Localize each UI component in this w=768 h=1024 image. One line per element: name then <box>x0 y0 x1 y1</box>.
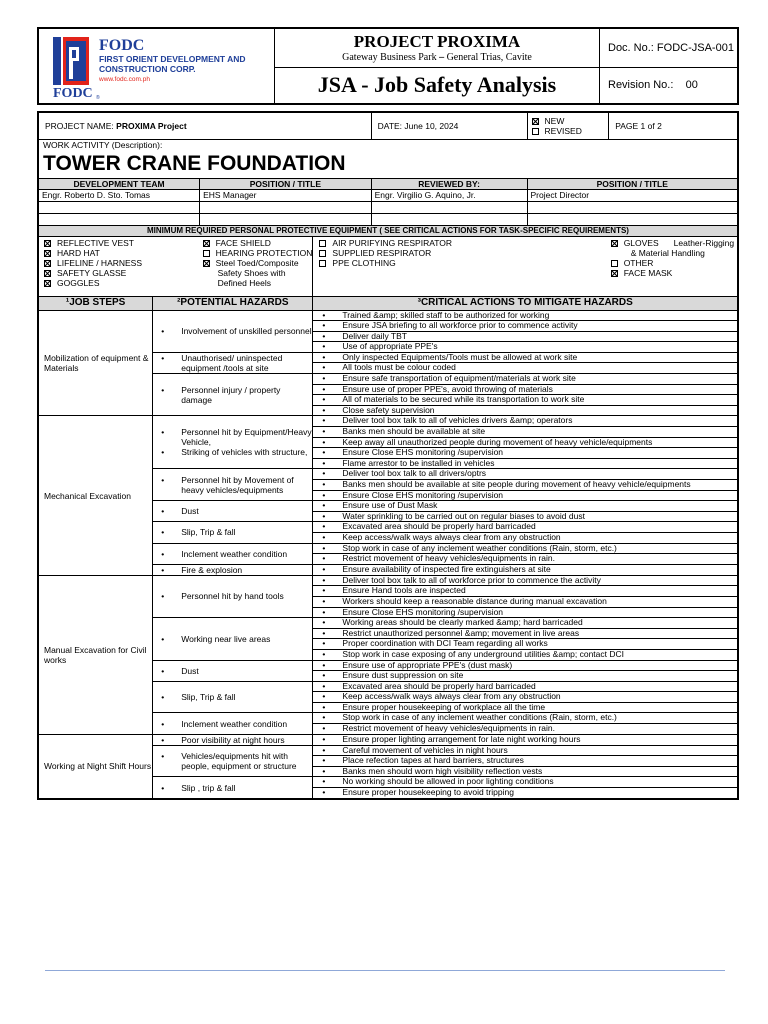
action-item: • Restrict movement of heavy vehicles/equipments in rain. <box>313 554 737 564</box>
logo-name-line1: FIRST ORIENT DEVELOPMENT AND <box>99 54 246 64</box>
hazard: • Slip , trip & fall <box>153 777 313 799</box>
logo-mark-fodc-bottom: FODC <box>53 86 93 101</box>
ppe-item: GLOVES Leather-Rigging <box>611 238 737 248</box>
job-step: Mobilization of equipment & Materials <box>38 310 153 416</box>
critical-actions <box>313 734 738 745</box>
action-item: • Stop work in case of any inclement weather conditions (Rain, storm, etc.) <box>313 713 737 724</box>
project-title: PROJECT PROXIMA <box>353 31 521 51</box>
team-col-header: DEVELOPMENT TEAM <box>38 178 200 189</box>
ppe-item: REFLECTIVE VEST <box>44 238 200 248</box>
actions-header: ³CRITICAL ACTIONS TO MITIGATE HAZARDS <box>313 296 738 310</box>
action-item: • Excavated area should be properly hard barricaded <box>313 522 737 533</box>
checkbox-icon <box>44 260 51 267</box>
action-item: • Ensure Close EHS monitoring /supervision <box>313 608 737 618</box>
action-item: • Ensure dust suppression on site <box>313 671 737 681</box>
action-item: • Ensure JSA briefing to all workforce prior to commence activity <box>313 321 737 332</box>
action-item: • Ensure availability of inspected fire extinguishers at site <box>313 565 737 575</box>
job-step: Mechanical Excavation <box>38 416 153 575</box>
action-item: • All of materials to be secured while its transportation to work site <box>313 395 737 406</box>
project-location: Gateway Business Park – General Trias, Cavite <box>342 51 532 63</box>
checkbox-icon <box>44 240 51 247</box>
ppe-item: FACE MASK <box>611 268 737 278</box>
checkbox-icon <box>611 270 618 277</box>
action-item: • Ensure use of proper PPE's, avoid throwing of materials <box>313 385 737 396</box>
jsa-table <box>37 111 739 800</box>
team-position-header: POSITION / TITLE <box>200 178 372 189</box>
action-item: • Banks men should be available at site people during movement of heavy vehicle/equipments <box>313 480 737 491</box>
hazard: • Personnel injury / property damage <box>153 374 313 416</box>
checkbox-icon <box>319 240 326 247</box>
ppe-item-continued: & Material Handling <box>630 247 705 258</box>
action-item: • Trained &amp; skilled staff to be authorized for working <box>313 311 737 322</box>
document-header <box>37 27 739 105</box>
action-item: • Excavated area should be properly hard barricaded <box>313 682 737 693</box>
action-item: • Workers should keep a reasonable distance during manual excavation <box>313 597 737 608</box>
ppe-item: OTHER <box>611 258 737 268</box>
reviewer-col-header: REVIEWED BY: <box>371 178 527 189</box>
new-checkbox <box>532 118 539 125</box>
critical-actions <box>313 374 738 416</box>
ppe-title: MINIMUM REQUIRED PERSONAL PROTECTIVE EQUIPMENT ( SEE CRITICAL ACTIONS FOR TASK-SPECIFIC REQUIREMENTS) <box>38 225 738 236</box>
action-item: • Deliver tool box talk to all drivers/optrs <box>313 469 737 480</box>
hazard: • Dust <box>153 501 313 522</box>
action-item: • Ensure safe transportation of equipment/materials at work site <box>313 374 737 385</box>
action-item: • Ensure Close EHS monitoring /supervision <box>313 448 737 459</box>
critical-actions <box>313 745 738 777</box>
hazard: • Slip, Trip & fall <box>153 681 313 713</box>
hazards-header: ²POTENTIAL HAZARDS <box>153 296 313 310</box>
ppe-item: Steel Toed/Composite <box>203 258 313 268</box>
action-item: • Banks men should worn high visibility reflection vests <box>313 767 737 777</box>
action-item: • Keep access/walk ways always clear from any obstruction <box>313 533 737 543</box>
checkbox-icon <box>611 260 618 267</box>
job-step: Working at Night Shift Hours <box>38 734 153 798</box>
critical-actions <box>313 564 738 575</box>
ppe-item-continued: Defined Heels <box>217 277 271 288</box>
critical-actions <box>313 713 738 734</box>
hazard: • Personnel hit by hand tools <box>153 575 313 617</box>
action-item: • No working should be allowed in poor lighting conditions <box>313 777 737 788</box>
critical-actions <box>313 618 738 660</box>
team-member: Engr. Roberto D. Sto. Tomas <box>38 189 200 201</box>
checkbox-icon <box>203 250 210 257</box>
reviewer-position: Project Director <box>527 189 738 201</box>
doc-number: Doc. No.: FODC-JSA-001 <box>600 28 739 67</box>
critical-actions <box>313 352 738 373</box>
action-item: • Working areas should be clearly marked &amp; hard barricaded <box>313 618 737 629</box>
checkbox-icon <box>203 240 210 247</box>
checkbox-icon <box>203 260 210 267</box>
ppe-col1 <box>38 236 200 296</box>
ppe-col3 <box>313 236 609 296</box>
action-item: • Ensure proper housekeeping to avoid tripping <box>313 788 737 798</box>
action-item: • Only inspected Equipments/Tools must be allowed at work site <box>313 353 737 364</box>
action-item: • Proper coordination with DCI Team regarding all works <box>313 639 737 650</box>
footer-divider <box>45 970 725 971</box>
company-logo-cell <box>38 28 275 104</box>
project-name: PROJECT NAME: PROXIMA Project <box>38 112 371 139</box>
ppe-item: GOGGLES <box>44 278 200 288</box>
reviewer-position-header: POSITION / TITLE <box>527 178 738 189</box>
critical-actions <box>313 522 738 543</box>
hazard: • Personnel hit by Equipment/Heavy Vehicle, • Striking of vehicles with structure, <box>153 416 313 469</box>
action-item: • Deliver tool box talk to all of workforce prior to commence the activity <box>313 576 737 587</box>
action-item: • Ensure Hand tools are inspected <box>313 586 737 597</box>
action-item: • Use of appropriate PPE's <box>313 342 737 352</box>
ppe-item: SAFETY GLASSE <box>44 268 200 278</box>
ppe-item: PPE CLOTHING <box>319 258 608 268</box>
hazard: • Vehicles/equipments hit with people, equipment or structure <box>153 745 313 777</box>
action-item: • Ensure proper lighting arrangement for late night working hours <box>313 735 737 745</box>
action-item: • Ensure proper housekeeping of workplace all the time <box>313 703 737 713</box>
ppe-item: AIR PURIFYING RESPIRATOR <box>319 238 608 248</box>
checkbox-icon <box>44 270 51 277</box>
critical-actions <box>313 575 738 617</box>
critical-actions <box>313 501 738 522</box>
action-item: • Ensure Close EHS monitoring /supervision <box>313 491 737 501</box>
logo-name-line2: CONSTRUCTION CORP. <box>99 64 196 74</box>
action-item: • Banks men should be available at site <box>313 427 737 438</box>
page-number: PAGE 1 of 2 <box>609 112 738 139</box>
hazard: • Poor visibility at night hours <box>153 734 313 745</box>
revision-number: Revision No.: 00 <box>600 67 739 104</box>
action-item: • Restrict movement of heavy vehicles/equipments in rain. <box>313 724 737 734</box>
action-item: • Stop work in case of any inclement weather conditions (Rain, storm, etc.) <box>313 544 737 555</box>
critical-actions <box>313 660 738 681</box>
action-item: • Ensure use of appropriate PPE's (dust mask) <box>313 661 737 672</box>
action-item: • Keep away all unauthorized people during movement of heavy vehicle/equipments <box>313 438 737 449</box>
checkbox-icon <box>44 250 51 257</box>
logo-mark-fodc: FODC <box>99 37 145 54</box>
action-item: • Stop work in case exposing of any underground utilities &amp; contact DCI <box>313 650 737 660</box>
hazard: • Slip, Trip & fall <box>153 522 313 543</box>
hazard: • Dust <box>153 660 313 681</box>
ppe-item: FACE SHIELD <box>203 238 313 248</box>
work-activity-label: WORK ACTIVITY (Description): <box>38 139 738 150</box>
action-item: • Deliver tool box talk to all of vehicles drivers &amp; operators <box>313 416 737 427</box>
checkbox-icon <box>319 250 326 257</box>
action-item: • Water sprinkling to be carried out on regular biases to avoid dust <box>313 512 737 522</box>
company-logo <box>39 29 272 103</box>
critical-actions <box>313 469 738 501</box>
project-title-cell <box>275 28 600 67</box>
checkbox-icon <box>611 240 618 247</box>
ppe-item-continued: Safety Shoes with <box>217 267 286 278</box>
reviewer: Engr. Virgilio G. Aquino, Jr. <box>371 189 527 201</box>
hazard: • Personnel hit by Movement of heavy vehicles/equipments <box>153 469 313 501</box>
job-steps-header: ¹JOB STEPS <box>38 296 153 310</box>
action-item: • Ensure use of Dust Mask <box>313 501 737 512</box>
document-title: JSA - Job Safety Analysis <box>275 67 600 104</box>
ppe-col2 <box>200 236 313 296</box>
date-field: DATE: June 10, 2024 <box>371 112 527 139</box>
action-item: • Keep access/walk ways always clear from any obstruction <box>313 692 737 703</box>
action-item: • Restrict unauthorized personnel &amp; movement in live areas <box>313 629 737 640</box>
hazard: • Unauthorised/ uninspected equipment /tools at site <box>153 352 313 373</box>
critical-actions <box>313 310 738 352</box>
status-checkboxes: NEW REVISED <box>527 112 609 139</box>
critical-actions <box>313 416 738 469</box>
critical-actions <box>313 543 738 564</box>
hazard: • Working near live areas <box>153 618 313 660</box>
revised-checkbox <box>532 128 539 135</box>
action-item: • Close safety supervision <box>313 406 737 416</box>
action-item: • Flame arrestor to be installed in vehicles <box>313 459 737 469</box>
critical-actions <box>313 777 738 799</box>
job-step: Manual Excavation for Civil works <box>38 575 153 734</box>
hazard: • Inclement weather condition <box>153 713 313 734</box>
checkbox-icon <box>44 280 51 287</box>
action-item: • Careful movement of vehicles in night hours <box>313 746 737 757</box>
critical-actions <box>313 681 738 713</box>
action-item: • All tools must be colour coded <box>313 363 737 373</box>
ppe-item: SUPPLIED RESPIRATOR <box>319 248 608 258</box>
checkbox-icon <box>319 260 326 267</box>
ppe-item: LIFELINE / HARNESS <box>44 258 200 268</box>
work-activity: TOWER CRANE FOUNDATION <box>38 150 738 179</box>
action-item: • Place refection tapes at hard barriers, structures <box>313 756 737 767</box>
ppe-item: HARD HAT <box>44 248 200 258</box>
hazard: • Fire & explosion <box>153 564 313 575</box>
hazard: • Inclement weather condition <box>153 543 313 564</box>
ppe-item: HEARING PROTECTION <box>203 248 313 258</box>
ppe-col4 <box>609 236 738 296</box>
hazard: • Involvement of unskilled personnel <box>153 310 313 352</box>
team-position: EHS Manager <box>200 189 372 201</box>
svg-text:®: ® <box>96 95 100 101</box>
logo-url: www.fodc.com.ph <box>99 76 150 83</box>
action-item: • Deliver daily TBT <box>313 332 737 343</box>
